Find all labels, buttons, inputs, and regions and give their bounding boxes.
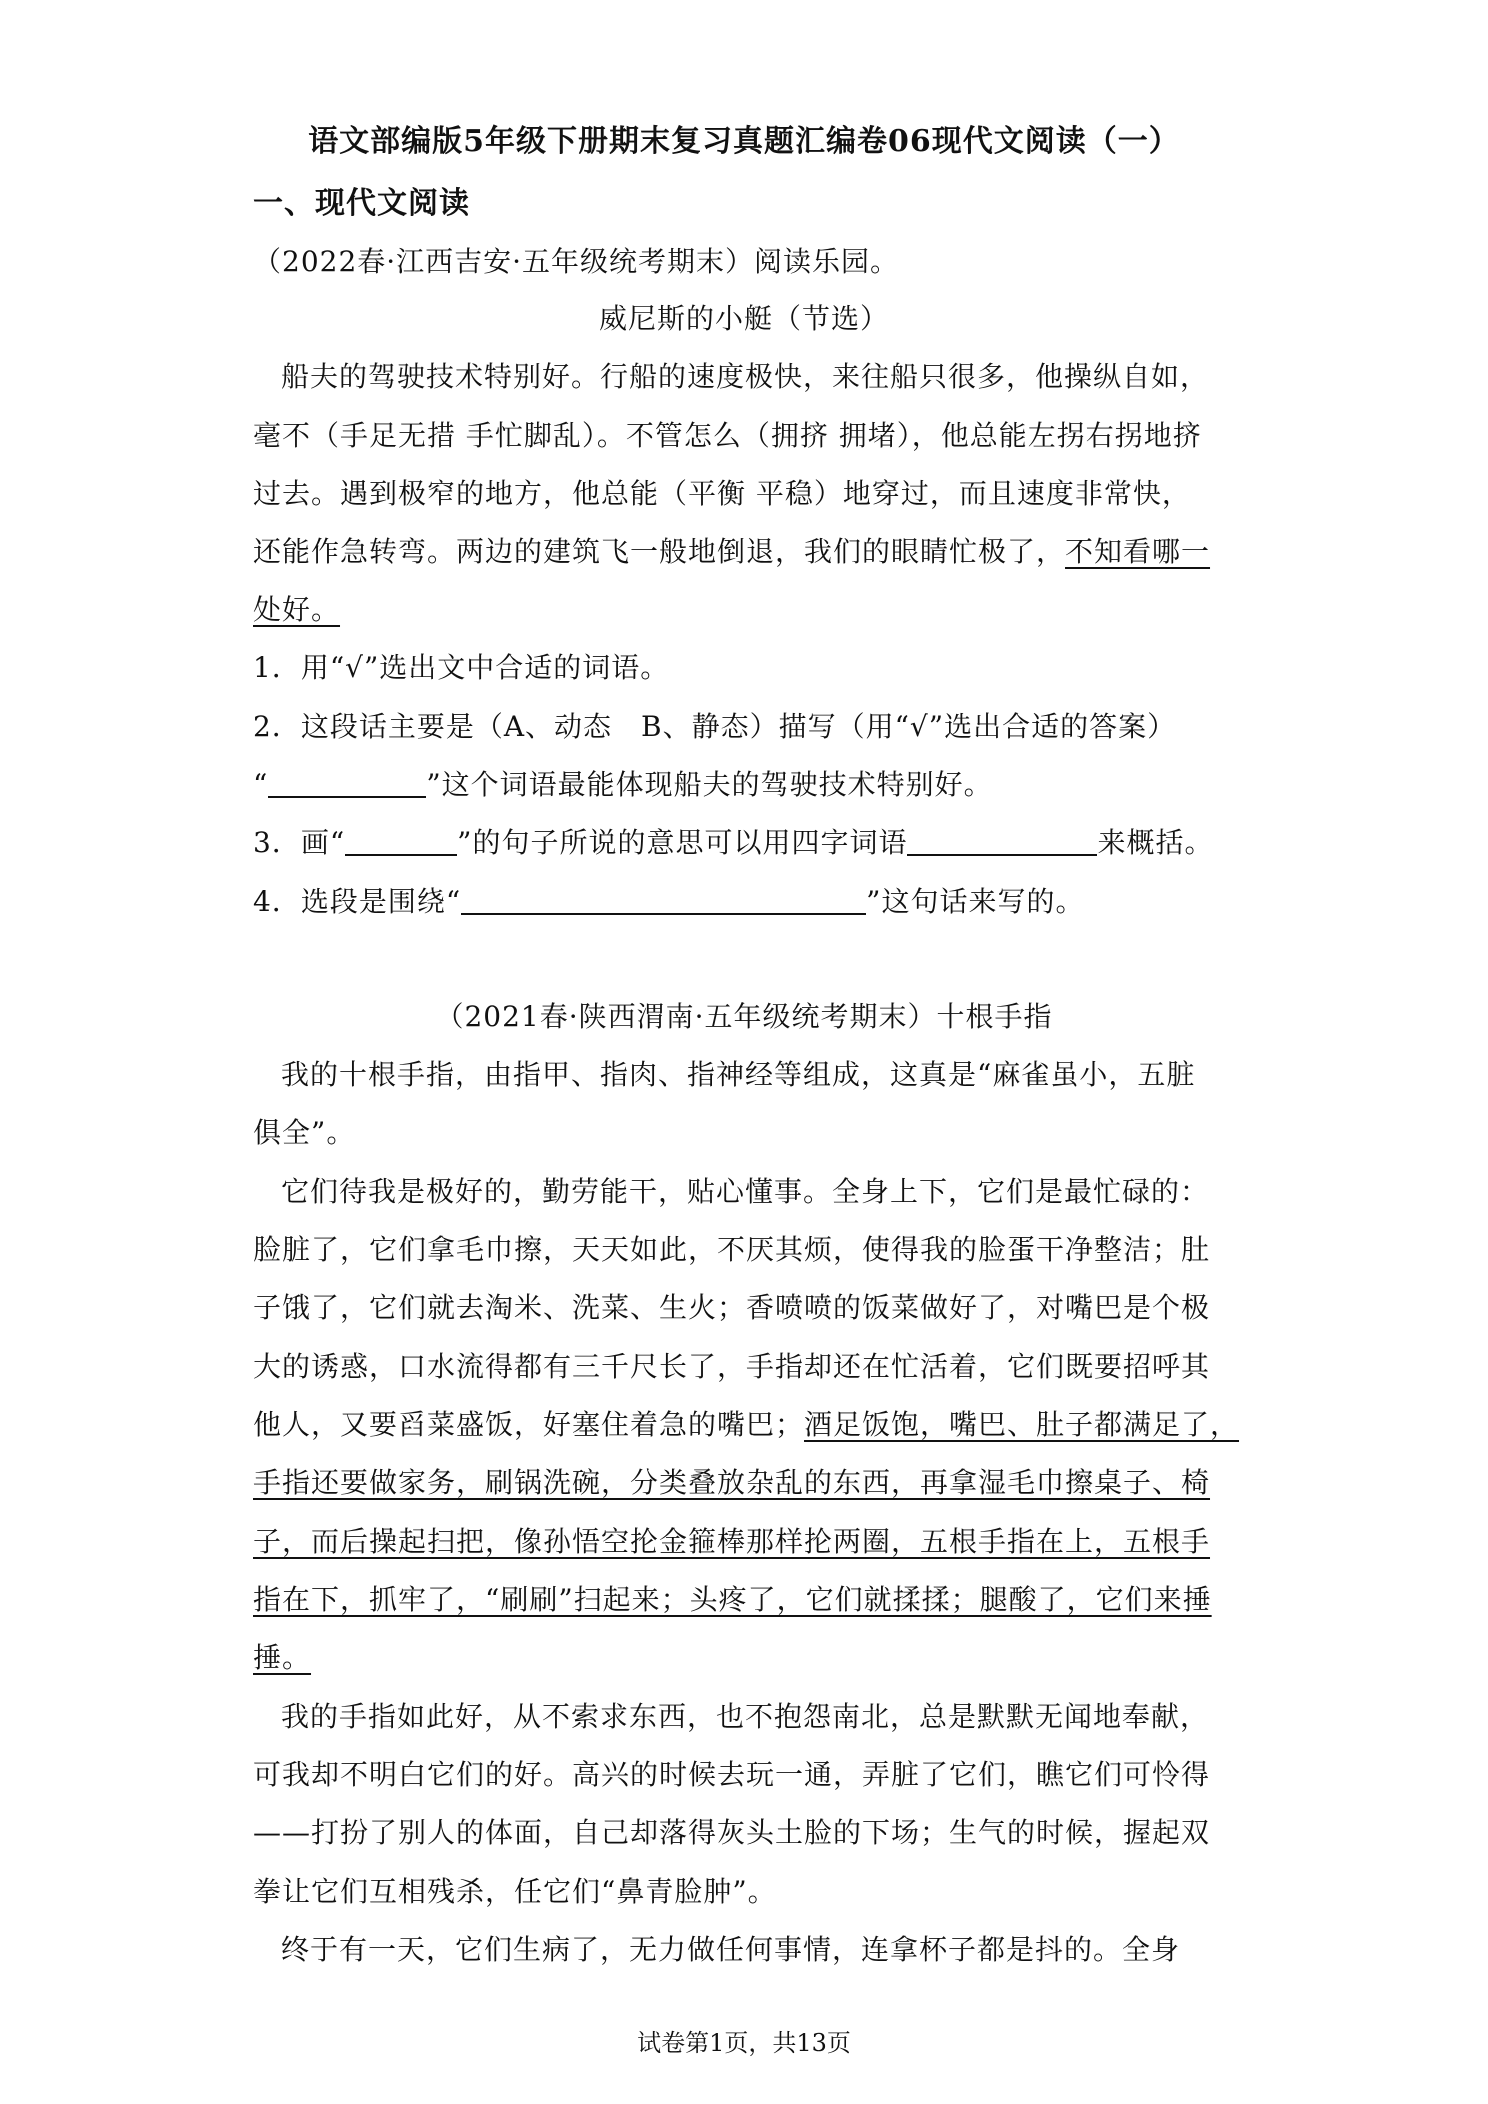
underlined-sentence: 捶。 [253, 1641, 312, 1674]
passage2-line: 俱全”。 [253, 1116, 356, 1149]
underlined-sentence: 手指还要做家务，刷锅洗碗，分类叠放杂乱的东西，再拿湿毛巾擦桌子、椅 [253, 1466, 1211, 1499]
question-2-text: ”这个词语最能体现船夫的驾驶技术特别好。 [426, 768, 993, 801]
underlined-sentence: 处好。 [253, 593, 341, 626]
passage1-line [253, 532, 1210, 572]
underlined-sentence: 子，而后操起扫把，像孙悟空抡金箍棒那样抡两圈，五根手指在上，五根手 [253, 1525, 1211, 1558]
question-2: 2．这段话主要是（A、动态 B、静态）描写（用“√”选出合适的答案） [253, 710, 1177, 743]
passage2-line [253, 1405, 1239, 1445]
passage2-line: 脸脏了，它们拿毛巾擦，天天如此，不厌其烦，使得我的脸蛋干净整洁；肚 [253, 1233, 1211, 1266]
answer-blank[interactable] [268, 766, 426, 798]
passage2-line: 我的十根手指，由指甲、指肉、指神经等组成，这真是“麻雀虽小，五脏 [281, 1058, 1196, 1091]
question-4-text: 4．选段是围绕“ [253, 885, 462, 918]
passage2-line [253, 1463, 1210, 1503]
passage2-line: 终于有一天，它们生病了，无力做任何事情，连拿杯子都是抖的。全身 [281, 1933, 1181, 1966]
question-3-text: 3．画“ [253, 826, 346, 859]
underlined-sentence: 指在下，抓牢了，“刷刷”扫起来；头疼了，它们就揉揉；腿酸了，它们来捶 [253, 1583, 1212, 1616]
question-1: 1．用“√”选出文中合适的词语。 [253, 651, 670, 684]
passage2-line: 大的诱惑，口水流得都有三千尺长了，手指却还在忙活着，它们既要招呼其 [253, 1350, 1211, 1383]
passage1-line: 毫不（手足无措 手忙脚乱）。不管怎么（拥挤 拥堵），他总能左拐右拐地挤 [253, 419, 1202, 452]
underline-sample-blank [345, 824, 457, 856]
answer-blank[interactable] [907, 824, 1097, 856]
passage2-line: 它们待我是极好的，勤劳能干，贴心懂事。全身上下，它们是最忙碌的： [281, 1175, 1210, 1208]
answer-blank[interactable] [461, 883, 866, 915]
question-3-text: 来概括。 [1097, 826, 1214, 859]
passage2-line [253, 1638, 311, 1678]
passage2-line: 可我却不明白它们的好。高兴的时候去玩一通，弄脏了它们，瞧它们可怜得 [253, 1758, 1211, 1791]
question-4 [253, 882, 1084, 922]
page-footer: 试卷第1页，共13页 [637, 2029, 851, 2057]
passage2-line: ——打扮了别人的体面，自己却落得灰头土脸的下场；生气的时候，握起双 [253, 1816, 1211, 1849]
passage2-line [253, 1522, 1210, 1562]
passage1-line [253, 590, 340, 630]
underlined-sentence: 酒足饭饱，嘴巴、肚子都满足了， [804, 1408, 1240, 1441]
passage1-line: 船夫的驾驶技术特别好。行船的速度极快，来往船只很多，他操纵自如， [281, 360, 1210, 393]
passage1-heading: 威尼斯的小艇（节选） [598, 302, 889, 335]
passage1-line: 过去。遇到极窄的地方，他总能（平衡 平稳）地穿过，而且速度非常快， [253, 477, 1191, 510]
passage2-line [253, 1580, 1212, 1620]
passage2-line: 子饿了，它们就去淘米、洗菜、生火；香喷喷的饭菜做好了，对嘴巴是个极 [253, 1291, 1211, 1324]
section-heading: 一、现代文阅读 [253, 186, 470, 221]
page-title: 语文部编版5年级下册期末复习真题汇编卷06现代文阅读（一） [308, 124, 1180, 159]
question-2-blank-line [253, 765, 993, 805]
quote-open: “ [253, 768, 269, 801]
underlined-sentence: 不知看哪一 [1065, 535, 1211, 568]
question-3-text: ”的句子所说的意思可以用四字词语 [457, 826, 908, 859]
question-3 [253, 823, 1213, 863]
passage2-text: 他人，又要舀菜盛饭，好塞住着急的嘴巴； [253, 1408, 805, 1441]
passage2-line: 拳让它们互相残杀，任它们“鼻青脸肿”。 [253, 1875, 777, 1908]
passage1-source: （2022春·江西吉安·五年级统考期末）阅读乐园。 [253, 245, 900, 278]
question-4-text: ”这句话来写的。 [866, 885, 1085, 918]
passage2-line: 我的手指如此好，从不索求东西，也不抱怨南北，总是默默无闻地奉献， [281, 1700, 1210, 1733]
passage1-line4-text: 还能作急转弯。两边的建筑飞一般地倒退，我们的眼睛忙极了， [253, 535, 1066, 568]
passage2-heading: （2021春·陕西渭南·五年级统考期末）十根手指 [435, 1000, 1053, 1033]
